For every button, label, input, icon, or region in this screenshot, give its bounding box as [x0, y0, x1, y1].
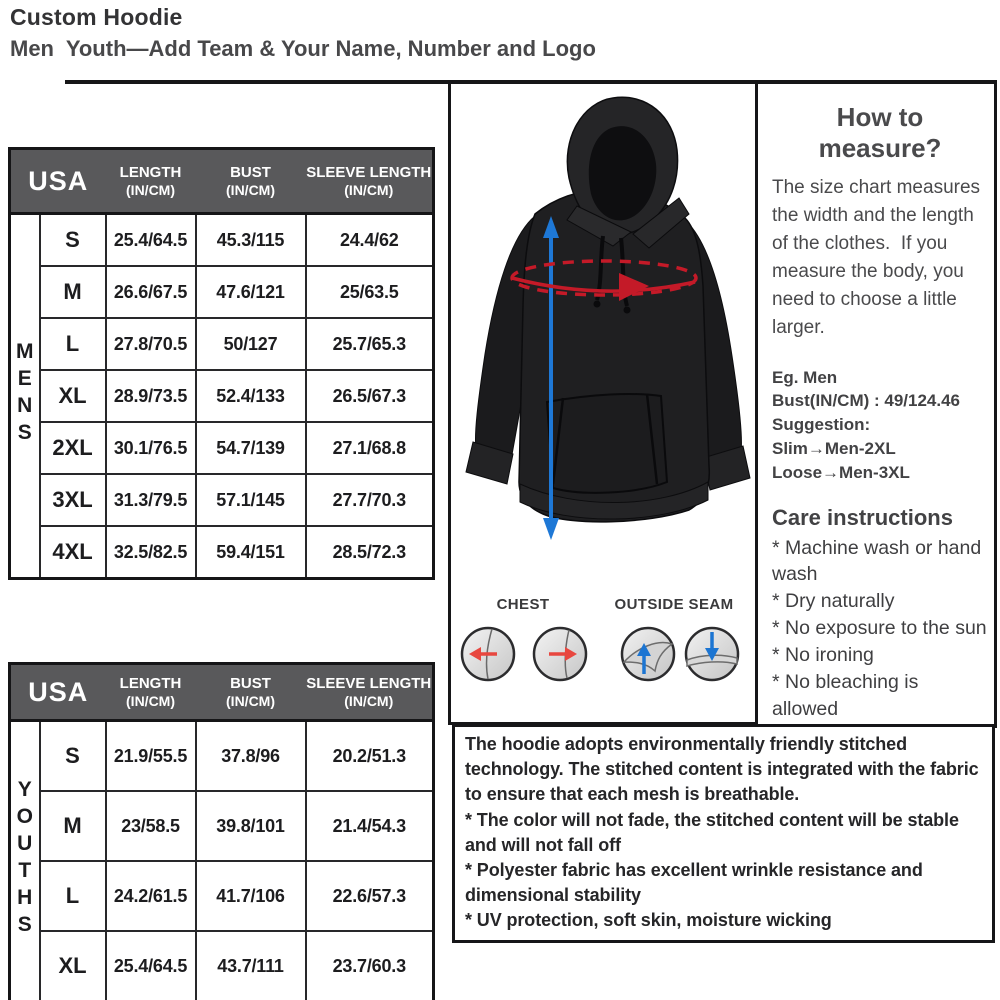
bust-header-label: BUST	[230, 163, 271, 181]
youths-group-cell	[10, 721, 40, 1000]
bust-cell: 52.4/133	[196, 370, 306, 422]
table-row	[10, 266, 434, 318]
sleeve-cell: 26.5/67.3	[306, 370, 434, 422]
bust-header	[196, 664, 306, 721]
length-header-label: LENGTH	[119, 674, 182, 692]
bust-header	[196, 149, 306, 214]
length-cell: 28.9/73.5	[106, 370, 196, 422]
bust-cell: 47.6/121	[196, 266, 306, 318]
table-row	[10, 318, 434, 370]
mens-group-label: MENS	[13, 339, 37, 448]
care-item: * Machine wash or hand wash	[772, 536, 982, 586]
sleeve-cell: 23.7/60.3	[306, 931, 434, 1000]
sleeve-header	[306, 664, 434, 721]
care-instructions-title: Care instructions	[772, 504, 953, 530]
example-line: Slim→Men-2XL	[772, 438, 896, 458]
sleeve-cell: 27.7/70.3	[306, 474, 434, 526]
bust-header-label: BUST	[230, 674, 271, 692]
sleeve-header-label: SLEEVE LENGTH	[306, 163, 432, 181]
bust-cell: 39.8/101	[196, 791, 306, 861]
mens-size-table	[8, 147, 435, 580]
chest-arrow-right-icon	[531, 624, 589, 686]
seam-arrow-up-icon	[619, 624, 677, 686]
length-cell: 21.9/55.5	[106, 721, 196, 792]
size-cell: 4XL	[40, 526, 106, 579]
size-cell: 2XL	[40, 422, 106, 474]
how-to-measure-panel	[758, 84, 994, 722]
bust-cell: 43.7/111	[196, 931, 306, 1000]
care-instructions-list	[772, 535, 988, 723]
size-cell: S	[40, 214, 106, 267]
bust-unit-label: (IN/CM)	[226, 181, 276, 198]
sleeve-cell: 25/63.5	[306, 266, 434, 318]
length-header-label: LENGTH	[119, 163, 182, 181]
hoodie-measure-panel	[448, 84, 758, 725]
sleeve-cell: 27.1/68.8	[306, 422, 434, 474]
table-row	[10, 422, 434, 474]
care-item: * No exposure to the sun	[772, 617, 987, 640]
example-line: Eg. Men	[772, 367, 838, 387]
sleeve-cell: 21.4/54.3	[306, 791, 434, 861]
size-cell: M	[40, 266, 106, 318]
product-features-box	[452, 724, 995, 943]
bust-cell: 41.7/106	[196, 861, 306, 931]
feature-item: * The color will not fade, the stitched content will be stable and will not fall off	[465, 809, 959, 855]
care-item: * Dry naturally	[772, 590, 895, 613]
size-cell: L	[40, 861, 106, 931]
length-cell: 25.4/64.5	[106, 214, 196, 267]
length-cell: 30.1/76.5	[106, 422, 196, 474]
sleeve-unit-label: (IN/CM)	[344, 692, 394, 709]
youths-group-label: YOUTHS	[13, 777, 37, 940]
chest-arrow-left-icon	[459, 624, 517, 686]
length-header	[106, 664, 196, 721]
size-cell: XL	[40, 370, 106, 422]
measure-icons	[451, 624, 755, 688]
sleeve-cell: 25.7/65.3	[306, 318, 434, 370]
length-cell: 25.4/64.5	[106, 931, 196, 1000]
length-unit-label: (IN/CM)	[126, 692, 176, 709]
how-to-measure-body: The size chart measures the width and the length of the clothes. If you measure the body, you need to choose a little larger.	[772, 177, 986, 338]
sleeve-header	[306, 149, 434, 214]
page-subtitle: Men Youth—Add Team & Your Name, Number and Logo	[10, 36, 596, 61]
bust-cell: 45.3/115	[196, 214, 306, 267]
sleeve-cell: 20.2/51.3	[306, 721, 434, 792]
length-cell: 23/58.5	[106, 791, 196, 861]
hoodie-image	[451, 86, 755, 596]
usa-header: USA	[10, 664, 106, 721]
length-cell: 32.5/82.5	[106, 526, 196, 579]
table-row	[10, 931, 434, 1000]
bust-cell: 50/127	[196, 318, 306, 370]
youths-size-table	[8, 662, 435, 1000]
table-row	[10, 474, 434, 526]
usa-header: USA	[10, 149, 106, 214]
table-header-row	[10, 149, 434, 214]
sizing-example	[772, 366, 988, 485]
feature-item: * UV protection, soft skin, moisture wicking	[465, 910, 832, 931]
example-line: Suggestion:	[772, 415, 871, 435]
length-cell: 31.3/79.5	[106, 474, 196, 526]
bust-cell: 37.8/96	[196, 721, 306, 792]
size-cell: XL	[40, 931, 106, 1000]
table-row	[10, 526, 434, 579]
table-row	[10, 791, 434, 861]
bust-unit-label: (IN/CM)	[226, 692, 276, 709]
length-header	[106, 149, 196, 214]
sleeve-cell: 24.4/62	[306, 214, 434, 267]
table-row	[10, 721, 434, 792]
right-divider	[994, 80, 997, 728]
length-unit-label: (IN/CM)	[126, 181, 176, 198]
table-row	[10, 370, 434, 422]
size-cell: L	[40, 318, 106, 370]
size-cell: 3XL	[40, 474, 106, 526]
length-cell: 27.8/70.5	[106, 318, 196, 370]
features-intro: The hoodie adopts environmentally friendly stitched technology. The stitched content is integrated with the fabric to ensure that each mesh is breathable.	[465, 734, 979, 805]
length-cell: 24.2/61.5	[106, 861, 196, 931]
sleeve-unit-label: (IN/CM)	[344, 181, 394, 198]
seam-arrow-down-icon	[683, 624, 741, 686]
sleeve-cell: 22.6/57.3	[306, 861, 434, 931]
page-title: Custom Hoodie	[10, 4, 183, 30]
size-cell: S	[40, 721, 106, 792]
measure-labels	[451, 596, 755, 616]
table-row	[10, 861, 434, 931]
length-cell: 26.6/67.5	[106, 266, 196, 318]
care-item: * No bleaching is allowed	[772, 671, 919, 720]
example-line: Bust(IN/CM) : 49/124.46	[772, 391, 960, 411]
mens-group-cell	[10, 214, 40, 579]
sleeve-header-label: SLEEVE LENGTH	[306, 674, 432, 692]
bust-cell: 54.7/139	[196, 422, 306, 474]
how-to-measure-title: How to measure?	[818, 102, 942, 163]
care-item: * No ironing	[772, 644, 874, 667]
table-header-row	[10, 664, 434, 721]
bust-cell: 59.4/151	[196, 526, 306, 579]
table-row	[10, 214, 434, 267]
bust-cell: 57.1/145	[196, 474, 306, 526]
sleeve-cell: 28.5/72.3	[306, 526, 434, 579]
size-cell: M	[40, 791, 106, 861]
chest-label: CHEST	[496, 596, 550, 613]
feature-item: * Polyester fabric has excellent wrinkle resistance and dimensional stability	[465, 859, 923, 906]
outside-seam-label: OUTSIDE SEAM	[614, 596, 734, 613]
example-line: Loose→Men-3XL	[772, 462, 910, 482]
